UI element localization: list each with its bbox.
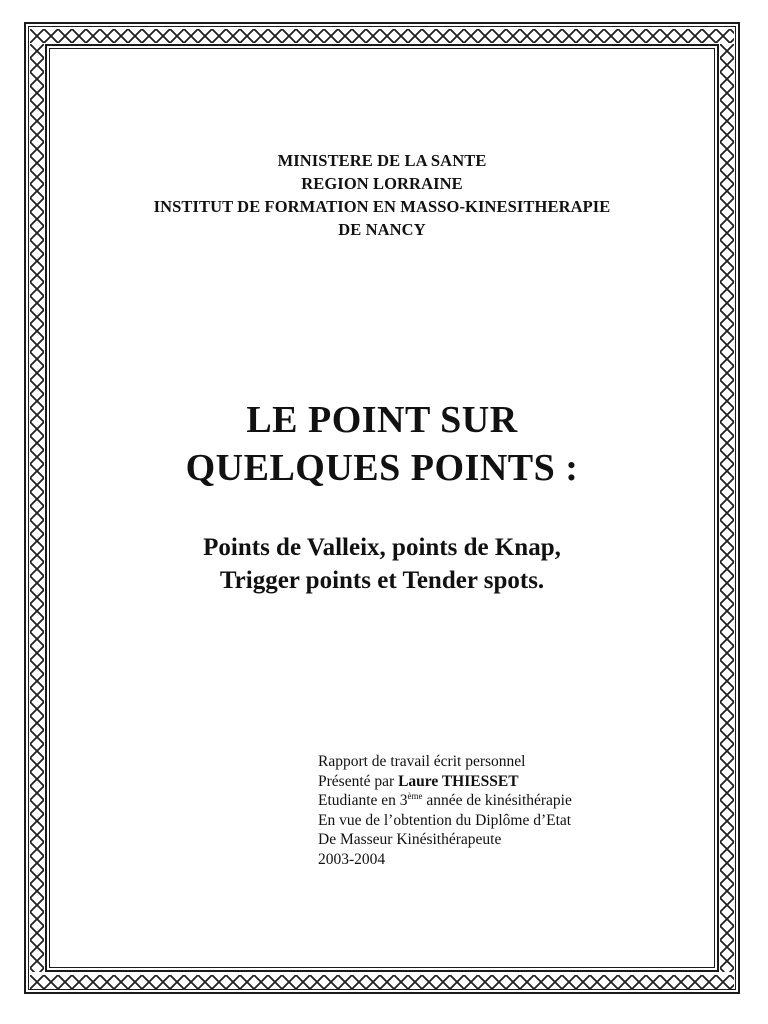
title-line-1: LE POINT SUR (246, 399, 518, 441)
report-type-line: Rapport de travail écrit personnel (318, 753, 526, 770)
author-name: Laure THIESSET (398, 772, 519, 790)
academic-years: 2003-2004 (318, 850, 386, 868)
student-prefix: Etudiante en 3 (318, 792, 408, 809)
document-title (60, 396, 704, 492)
border-pattern-left (30, 44, 44, 972)
subtitle-line-2: Trigger points et Tender spots. (219, 567, 545, 594)
subtitle-line-1: Points de Valleix, points de Knap, (203, 534, 561, 561)
student-suffix: année de kinésithérapie (422, 792, 572, 809)
institution-header (60, 149, 704, 241)
border-pattern-top (30, 29, 734, 43)
profession-line: De Masseur Kinésithérapeute (318, 831, 502, 848)
diploma-line: En vue de l’obtention du Diplôme d’Etat (318, 811, 572, 829)
ministry-line: MINISTERE DE LA SANTE (277, 151, 487, 170)
city-line: DE NANCY (338, 220, 426, 239)
border-pattern-right (720, 44, 734, 972)
presented-by-line (318, 772, 572, 792)
student-year-line (318, 791, 572, 811)
border-pattern-bottom (30, 975, 734, 989)
year-ordinal-superscript: ème (407, 791, 423, 801)
title-line-2: QUELQUES POINTS : (185, 447, 579, 489)
report-details (318, 752, 572, 869)
presented-by-prefix: Présenté par (318, 772, 399, 790)
institute-line: INSTITUT DE FORMATION EN MASSO-KINESITHERAPIE (153, 197, 611, 216)
region-line: REGION LORRAINE (301, 174, 463, 193)
document-subtitle (60, 531, 704, 597)
